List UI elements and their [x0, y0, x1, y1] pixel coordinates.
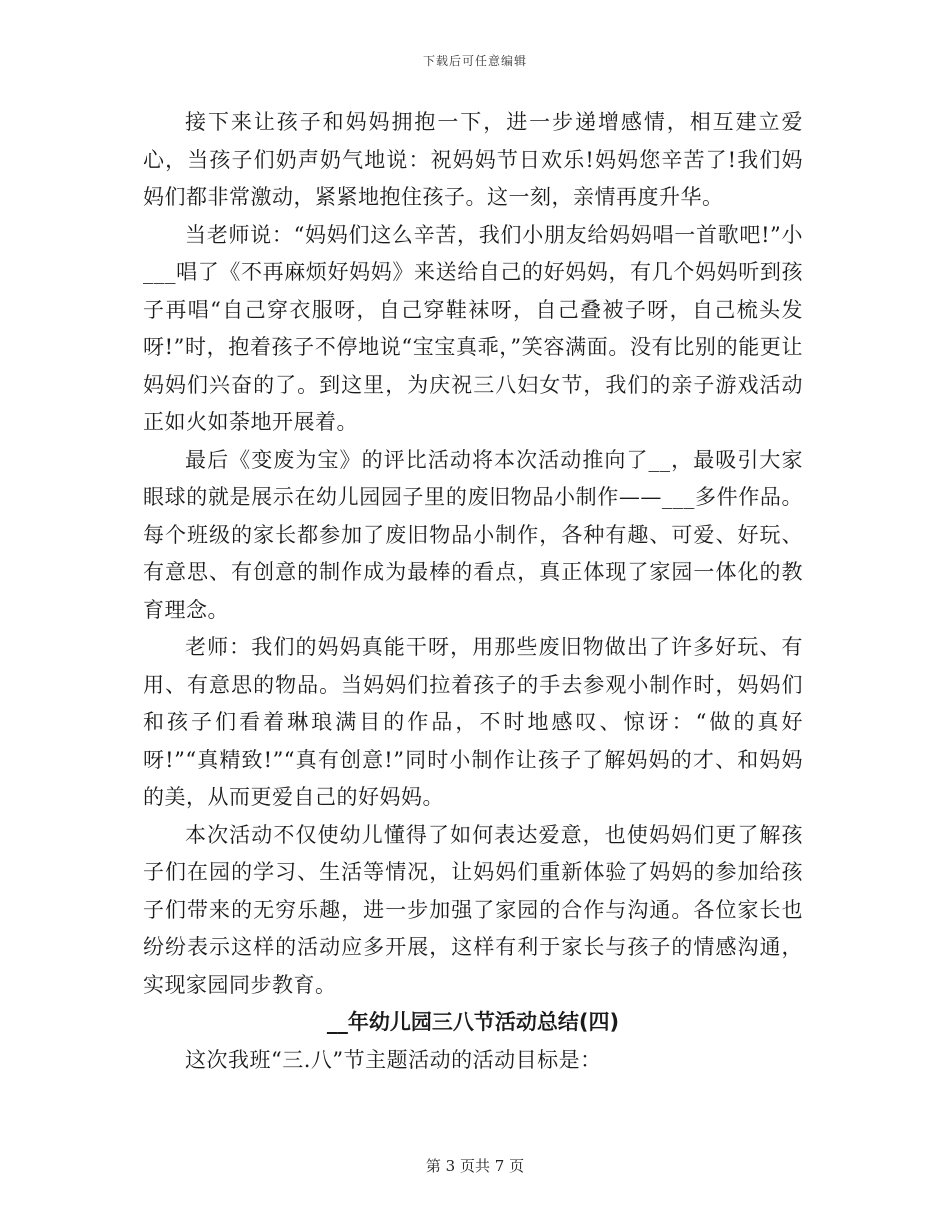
page-number: 第 3 页共 7 页 — [425, 1157, 525, 1175]
paragraph-hug: 接下来让孩子和妈妈拥抱一下，进一步递增感情，相互建立爱心，当孩子们奶声奶气地说：祝妈妈节日欢乐!妈妈您辛苦了!我们妈妈们都非常激动，紧紧地抱住孩子。这一刻，亲情再度升华。 — [143, 110, 803, 209]
section-intro: 这次我班“三.八”节主题活动的活动目标是： — [185, 1047, 602, 1072]
paragraph-recycling-contest: 最后《变废为宝》的评比活动将本次活动推向了__，最吸引大家眼球的就是展示在幼儿园园子里的废旧物品小制作——___多件作品。每个班级的家长都参加了废旧物品小制作，各种有趣、可爱、好玩、有意思、有创意的制作成为最棒的看点，真正体现了家园一体化的教育理念。 — [143, 447, 803, 622]
paragraph-summary: 本次活动不仅使幼儿懂得了如何表达爱意，也使妈妈们更了解孩子们在园的学习、生活等情况，让妈妈们重新体验了妈妈的参加给孩子们带来的无穷乐趣，进一步加强了家园的合作与沟通。各位家长也纷纷表示这样的活动应多开展，这样有利于家长与孩子的情感沟通，实现家园同步教育。 — [143, 822, 803, 997]
document-body — [143, 104, 803, 1079]
header-note: 下载后可任意编辑 — [422, 54, 527, 68]
paragraph-song: 当老师说：“妈妈们这么辛苦，我们小朋友给妈妈唱一首歌吧!”小___唱了《不再麻烦好妈妈》来送给自己的好妈妈，有几个妈妈听到孩子再唱“自己穿衣服呀，自己穿鞋袜呀，自己叠被子呀，自己梳头发呀!”时，抱着孩子不停地说“宝宝真乖，”笑容满面。没有比别的能更让妈妈们兴奋的了。到这里，为庆祝三八妇女节，我们的亲子游戏活动正如火如荼地开展着。 — [143, 222, 803, 434]
section-title: __年幼儿园三八节活动总结(四) — [326, 1010, 620, 1034]
paragraph-teacher-remarks: 老师：我们的妈妈真能干呀，用那些废旧物做出了许多好玩、有用、有意思的物品。当妈妈们拉着孩子的手去参观小制作时，妈妈们和孩子们看着琳琅满目的作品，不时地感叹、惊讶：“做的真好呀!”“真精致!”“真有创意!”同时小制作让孩子了解妈妈的才、和妈妈的美，从而更爱自己的好妈妈。 — [143, 635, 803, 809]
